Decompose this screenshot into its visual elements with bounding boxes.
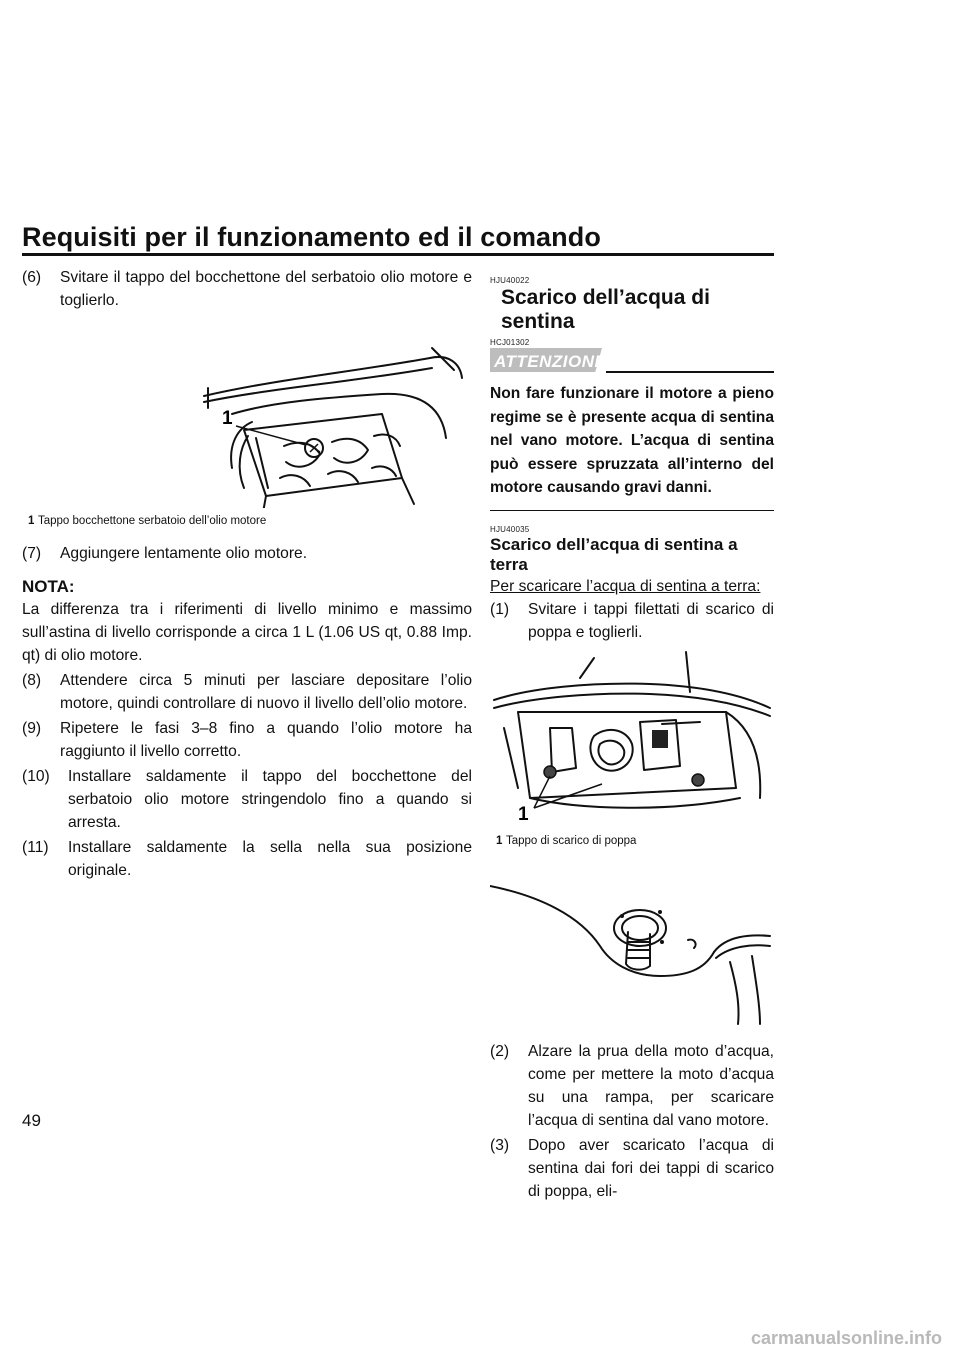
step-number: (6)	[22, 269, 42, 286]
step-number: (3)	[490, 1137, 510, 1154]
step-text: Aggiungere lentamente olio motore.	[60, 545, 308, 562]
attention-bottom-rule	[490, 510, 774, 512]
step-number: (7)	[22, 545, 42, 562]
figure-label-1: 1	[222, 408, 233, 429]
attention-label: ATTENZIONE	[494, 352, 607, 371]
attention-text: Non fare funzionare il motore a pieno regime se è presente acqua di sentina nel vano motore. L’acqua di sentina può essere spruzzata all’interno del motore causando gravi danni.	[490, 385, 774, 496]
step-8	[22, 669, 472, 715]
step-text: Svitare il tappo del bocchettone del serbatoio olio motore e toglierlo.	[60, 269, 472, 309]
stern-drain-figure	[490, 648, 774, 848]
step-2	[490, 1040, 774, 1132]
step-text: Ripetere le fasi 3–8 fino a quando l’olio motore ha raggiunto il livello corretto.	[60, 720, 472, 760]
step-text: Alzare la prua della moto d’acqua, come per mettere la moto d’acqua su una rampa, per scaricare l’acqua di sentina dal vano motore.	[528, 1043, 774, 1129]
step-text: Svitare i tappi filettati di scarico di poppa e toglierli.	[528, 601, 774, 641]
step-6	[22, 266, 472, 312]
figure-caption	[490, 834, 774, 848]
section-code: HJU40022	[490, 276, 530, 285]
footer-watermark: carmanualsonline.info	[750, 1328, 942, 1348]
step-text: Attendere circa 5 minuti per lasciare depositare l’olio motore, quindi controllare di nuovo il livello dell’olio motore.	[60, 672, 472, 712]
page-number: 49	[22, 1111, 41, 1130]
attention-header	[490, 348, 774, 374]
subsection-code: HJU40035	[490, 525, 530, 534]
step-number: (8)	[22, 672, 42, 689]
engine-oil-cap-figure	[22, 318, 472, 528]
warning-code: HCJ01302	[490, 338, 530, 347]
step-11	[22, 836, 472, 882]
intro-text: Per scaricare l’acqua di sentina a terra:	[490, 578, 761, 595]
step-number: (10)	[22, 768, 50, 785]
step-text: Installare saldamente il tappo del bocchettone del serbatoio olio motore stringendolo fino a quando si arresta.	[68, 768, 472, 831]
caption-text: Tappo bocchettone serbatoio dell’olio motore	[38, 515, 267, 527]
step-1	[490, 598, 774, 644]
step-number: (11)	[22, 839, 49, 856]
attention-rule	[606, 371, 774, 373]
note-text: La differenza tra i riferimenti di livello minimo e massimo sull’astina di livello corrisponde a circa 1 L (1.06 US qt, 0.88 Imp. qt) di olio motore.	[22, 601, 472, 664]
stern-illustration	[490, 648, 774, 828]
section-heading: Scarico dell’acqua di sentina	[501, 286, 710, 333]
step-number: (9)	[22, 720, 42, 737]
step-text: Dopo aver scaricato l’acqua di sentina dai fori dei tappi di scarico di poppa, eli-	[528, 1137, 774, 1200]
engine-illustration	[22, 318, 472, 508]
step-7	[22, 542, 472, 565]
step-text: Installare saldamente la sella nella sua posizione originale.	[68, 839, 472, 879]
drain-plug-figure	[490, 866, 774, 1026]
right-column	[490, 266, 774, 1203]
step-10	[22, 765, 472, 834]
step-3	[490, 1134, 774, 1203]
step-9	[22, 717, 472, 763]
left-column	[22, 266, 472, 882]
caption-text: Tappo di scarico di poppa	[506, 835, 637, 847]
page-title: Requisiti per il funzionamento ed il comando	[22, 222, 601, 252]
title-rule	[22, 253, 774, 256]
drain-plug-illustration	[490, 866, 774, 1026]
note-title: NOTA:	[22, 577, 75, 596]
step-number: (2)	[490, 1043, 510, 1060]
caption-number: 1	[496, 835, 503, 847]
figure-caption	[22, 514, 472, 528]
figure-label-1: 1	[518, 804, 529, 825]
step-number: (1)	[490, 601, 510, 618]
subsection-heading: Scarico dell’acqua di sentina a terra	[490, 535, 738, 574]
caption-number: 1	[28, 515, 35, 527]
